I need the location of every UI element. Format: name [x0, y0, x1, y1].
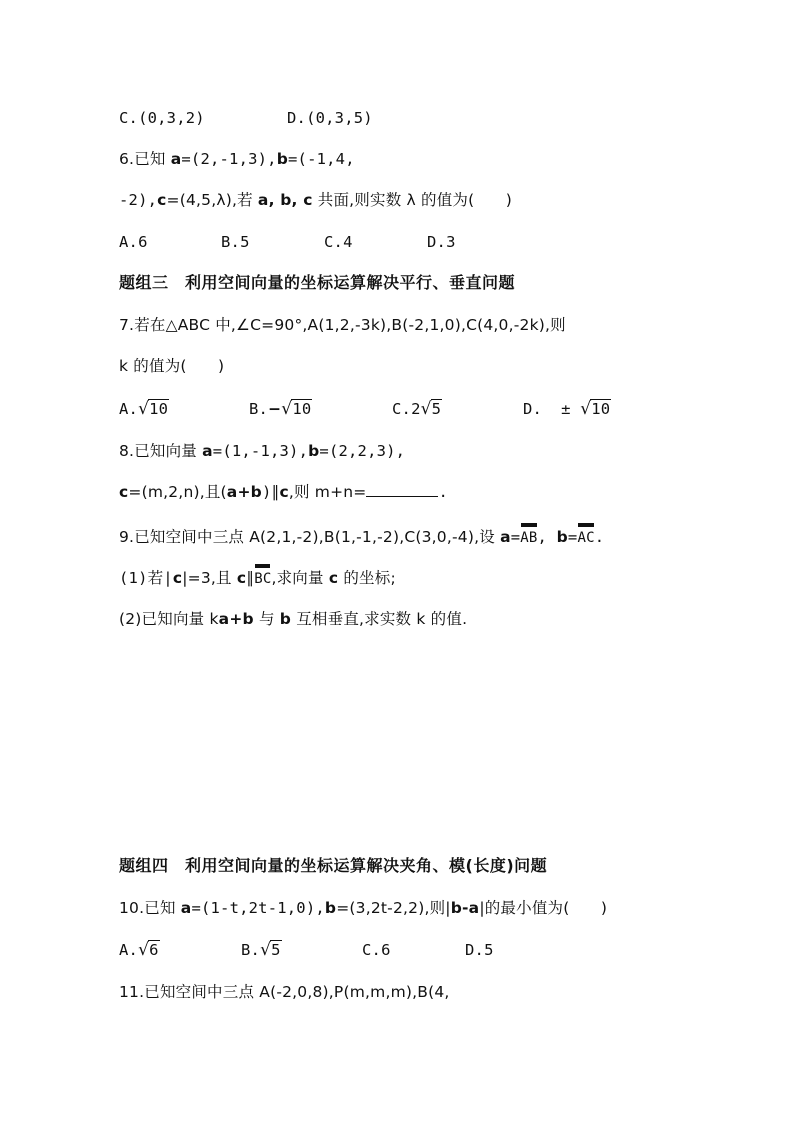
q6-text: =(2,-1,3),: [181, 150, 277, 168]
vector-c: c: [328, 569, 339, 587]
radicand: 5: [271, 941, 281, 959]
q6-text: -2),: [119, 191, 158, 209]
radical-sign: √: [420, 399, 432, 419]
vector-b: b: [279, 610, 292, 628]
radicand: 10: [149, 400, 169, 418]
sqrt: [138, 399, 169, 419]
radical-sign: √: [138, 940, 150, 960]
radical-sign: √: [580, 399, 592, 419]
q6-text: 共面,则实数 λ 的值为( ): [312, 191, 513, 209]
sqrt: [281, 399, 312, 419]
option-label: B.: [249, 400, 269, 418]
q7-line2: k 的值为( ): [119, 357, 225, 375]
section-heading-4: 题组四 利用空间向量的坐标运算解决夹角、模(长度)问题: [119, 856, 548, 875]
q8-text: =(m,2,n),且(: [128, 483, 227, 501]
q9-text: ∥: [246, 569, 255, 587]
radicand: 10: [292, 400, 312, 418]
q6-line1: [119, 149, 355, 169]
option-label: C.2: [392, 400, 421, 418]
q7-option-a: [119, 399, 169, 419]
vector-b: b: [276, 150, 289, 168]
sqrt: [421, 399, 443, 419]
vector-b: b: [308, 442, 320, 460]
q10-option-d: D.5: [465, 941, 494, 959]
q10-option-c: C.6: [362, 941, 391, 959]
radicand: 5: [431, 400, 442, 418]
q11-line1: 11.已知空间中三点 A(-2,0,8),P(m,m,m),B(4,: [119, 983, 450, 1001]
q9-text: 互相垂直,求实数 k 的值.: [291, 610, 468, 628]
vector-ab: AB: [520, 530, 538, 546]
q7-option-d: [523, 399, 611, 419]
q9-part1: [119, 568, 396, 589]
q9-text: 9.已知空间中三点 A(2,1,-2),B(1,-1,-2),C(3,0,-4),设: [119, 528, 501, 546]
q9-text: =: [567, 528, 578, 546]
q8-text: ,则 m+n=: [288, 483, 367, 501]
radicand: 10: [591, 400, 611, 418]
answer-blank: [366, 482, 438, 497]
section-heading-3: 题组三 利用空间向量的坐标运算解决平行、垂直问题: [119, 273, 516, 292]
vector-a: a: [500, 528, 511, 546]
sqrt: [580, 399, 611, 419]
q8-line1: [119, 441, 405, 461]
q6-text: 6.已知: [119, 150, 171, 168]
q8-text: 8.已知向量: [119, 442, 203, 460]
q10-text: |的最小值为( ): [479, 899, 608, 917]
q9-text: =: [510, 528, 521, 546]
vector-b: b: [324, 899, 337, 917]
q10-text: =(3,2t-2,2),则|: [336, 899, 451, 917]
vector-expression: a+b: [218, 610, 254, 628]
radical-sign: √: [138, 399, 150, 419]
q6-option-d: D.3: [427, 233, 456, 251]
vector-ac: AC: [577, 530, 595, 546]
vector-c: c: [236, 569, 247, 587]
q8-text: =(1,-1,3),: [212, 442, 309, 460]
vector-a: a: [180, 899, 192, 917]
option-label: D. ±: [523, 400, 581, 418]
q9-text: 与: [253, 610, 280, 628]
radicand: 6: [149, 941, 159, 959]
q9-line1: [119, 527, 604, 548]
vector-a: a: [170, 150, 182, 168]
vector-sum: a+b: [226, 483, 262, 501]
q9-text: ,: [537, 528, 557, 546]
q7-line1: 7.若在△ABC 中,∠C=90°,A(1,2,-3k),B(-2,1,0),C(4,0,-2k),则: [119, 316, 566, 334]
vector-bc: BC: [254, 571, 272, 587]
sqrt: [260, 940, 282, 960]
vector-b: b: [556, 528, 568, 546]
minus-sign: −: [268, 400, 282, 418]
vector-c: c: [279, 483, 289, 501]
q9-text: |=3,且: [182, 569, 237, 587]
q9-text: .: [594, 528, 605, 546]
vector-c: c: [172, 569, 183, 587]
vector-c: c: [119, 483, 129, 501]
q5-option-c: C.(0,3,2): [119, 109, 205, 127]
q8-text: =(2,2,3),: [319, 442, 406, 460]
q6-line2: [119, 190, 512, 210]
radical-sign: √: [281, 399, 293, 419]
q8-text: )∥: [261, 483, 280, 501]
q9-text: (1)若|: [119, 569, 173, 587]
sqrt: [138, 940, 160, 960]
q9-text: (2)已知向量 k: [119, 610, 219, 628]
q9-text: 的坐标;: [338, 569, 396, 587]
q6-option-b: B.5: [221, 233, 250, 251]
q10-text: =(1-t,2t-1,0),: [191, 899, 325, 917]
q10-text: 10.已知: [119, 899, 181, 917]
q7-option-b: [249, 399, 312, 419]
q6-text: =(4,5,λ),若: [166, 191, 258, 209]
q10-option-b: [241, 940, 282, 960]
q6-option-a: A.6: [119, 233, 148, 251]
q6-text: =(-1,4,: [288, 150, 355, 168]
vector-difference: b-a: [450, 899, 480, 917]
q10-line1: [119, 898, 607, 918]
q9-part2: [119, 609, 467, 629]
q8-line2: [119, 482, 448, 502]
q10-option-a: [119, 940, 160, 960]
vector-c: c: [157, 191, 167, 209]
q9-text: ,求向量: [271, 569, 329, 587]
option-label: A.: [119, 941, 139, 959]
option-label: A.: [119, 400, 139, 418]
vector-a: a: [202, 442, 213, 460]
q6-option-c: C.4: [324, 233, 353, 251]
q8-text: .: [438, 483, 449, 501]
q5-option-d: D.(0,3,5): [287, 109, 373, 127]
q7-option-c: [392, 399, 442, 419]
radical-sign: √: [260, 940, 272, 960]
option-label: B.: [241, 941, 261, 959]
vectors-abc: a, b, c: [257, 191, 313, 209]
